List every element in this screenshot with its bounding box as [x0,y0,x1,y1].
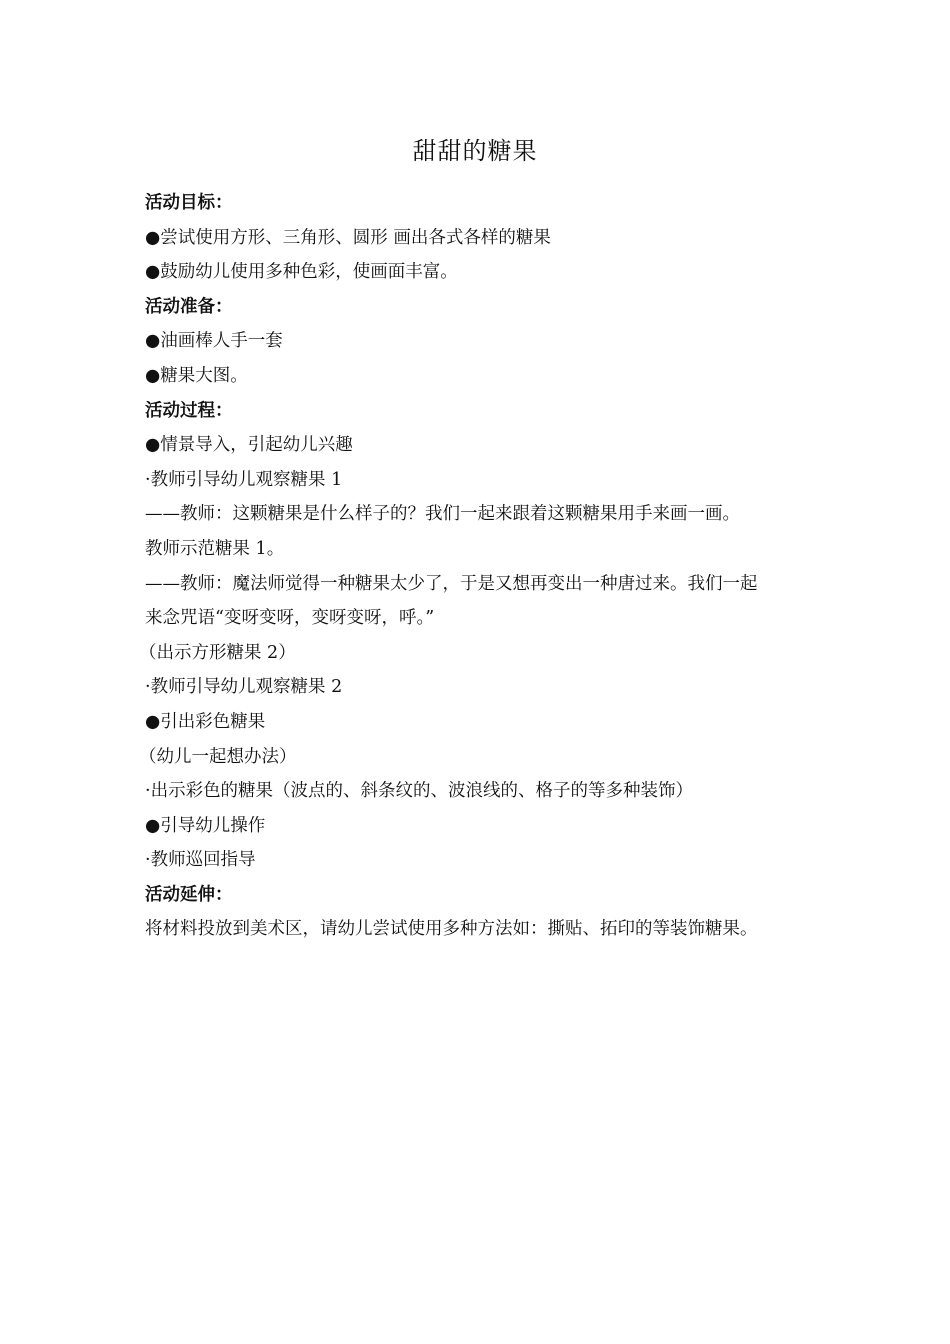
section-heading: 活动过程： [145,400,233,421]
text-line: （幼儿一起想办法） [139,746,297,767]
text-line: ——教师：魔法师觉得一种糖果太少了，于是又想再变出一种唐过来。我们一起 [145,573,758,594]
text-line: （出示方形糖果 2） [139,642,296,663]
section-heading: 活动目标： [145,193,233,213]
text-line: ●油画棒人手一套 [145,331,283,352]
text-line: ●引出彩色糖果 [145,711,266,732]
section-heading: 活动延伸： [145,884,233,905]
text-line: ●鼓励幼儿使用多种色彩，使画面丰富。 [145,262,458,283]
document-title: 甜甜的糖果 [412,137,538,165]
text-line: 教师示范糖果 1。 [145,538,285,559]
text-line: 来念咒语“变呀变呀，变呀变呀，呼。” [145,608,435,629]
text-line: ●尝试使用方形、三角形、圆形 画出各式各样的糖果 [145,227,551,248]
text-line: ·教师巡回指导 [145,850,256,871]
text-line: ●情景导入，引起幼儿兴趣 [145,435,353,456]
text-line: 将材料投放到美术区，请幼儿尝试使用多种方法如：撕贴、拓印的等装饰糖果。 [145,919,758,940]
text-line: ●糖果大图。 [145,365,248,386]
text-line: ·出示彩色的糖果（波点的、斜条纹的、波浪线的、格子的等多种装饰） [145,781,694,802]
section-heading: 活动准备： [145,296,233,317]
text-line: ·教师引导幼儿观察糖果 2 [145,677,343,698]
text-line: ●引导幼儿操作 [145,815,266,836]
document-body [139,186,825,947]
text-line: ·教师引导幼儿观察糖果 1 [145,469,343,490]
text-line: ——教师：这颗糖果是什么样子的？我们一起来跟着这颗糖果用手来画一画。 [145,504,740,525]
